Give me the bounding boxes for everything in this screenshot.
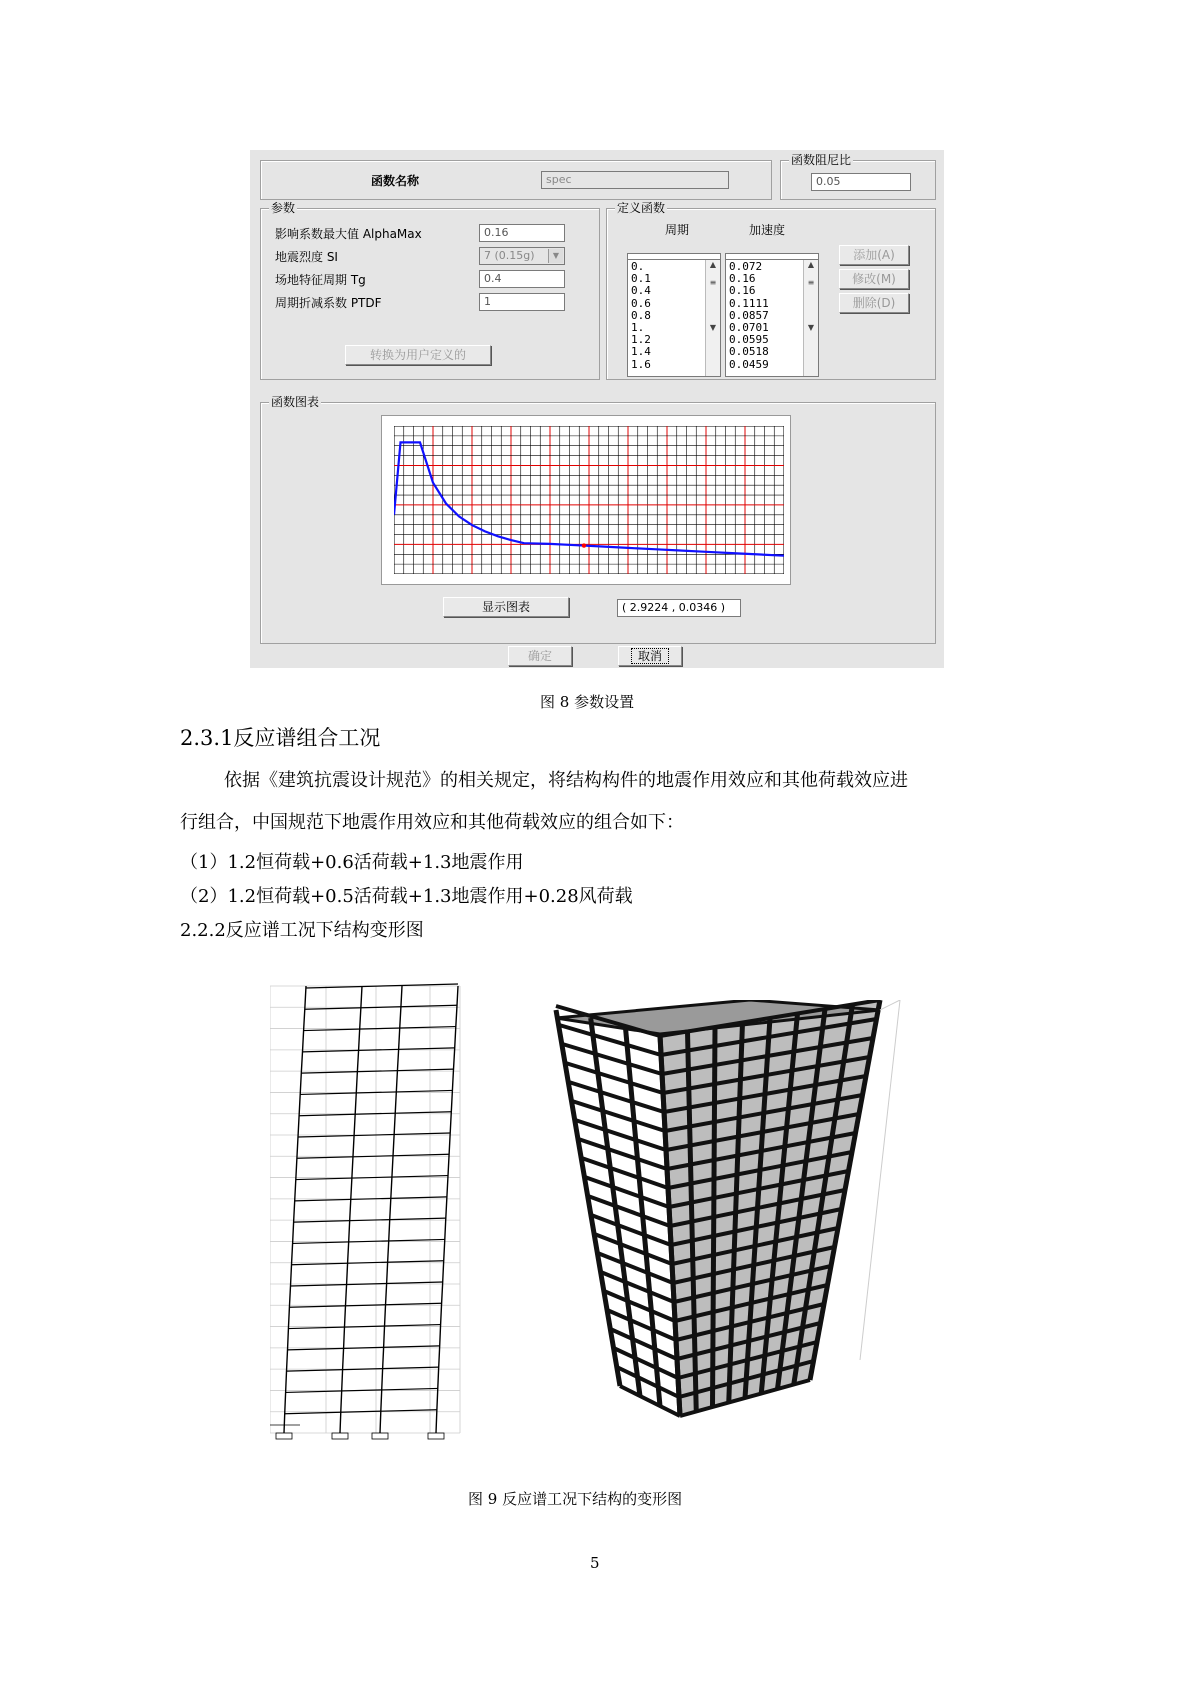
subsection-heading: 2.2.2反应谱工况下结构变形图 [180,920,424,941]
period-item[interactable]: 1.2 [631,333,651,347]
building-beam [617,1367,679,1397]
accel-item[interactable]: 0.0518 [729,345,769,359]
building-beam [562,1044,662,1074]
period-item[interactable]: 0.1 [631,272,651,286]
define-function-group [606,201,936,380]
delete-button[interactable]: 删除(D) [839,293,909,313]
chart-group-title: 函数图表 [271,395,320,409]
function-dialog [250,150,944,668]
accel-item[interactable]: 0.0595 [729,333,769,347]
period-item[interactable]: 1. [631,321,645,335]
support-icon [428,1433,444,1439]
building-beam [598,1253,673,1283]
chart-group [260,395,936,644]
param-label-alphamax: 影响系数最大值 AlphaMax [275,227,422,241]
accel-column-header: 加速度 [749,223,786,237]
accel-item[interactable]: 0.16 [729,284,756,298]
params-group [260,201,600,380]
period-item[interactable]: 1.6 [631,357,651,371]
function-name-field[interactable]: spec [541,171,729,189]
damping-group [780,153,936,200]
chart-cursor-marker [582,543,586,547]
building-beam [614,1348,678,1378]
show-chart-button[interactable]: 显示图表 [443,597,569,617]
building-beam [585,1177,669,1207]
param-label-intensity: 地震烈度 SI [275,250,338,264]
building-beam [569,1082,664,1112]
figure-8-caption: 图 8 参数设置 [540,693,635,711]
ptdf-field[interactable]: 1 [479,293,565,311]
accel-item[interactable]: 0.16 [729,272,756,286]
accel-items [729,261,769,371]
damping-field[interactable]: 0.05 [811,173,911,191]
param-label-ptdf: 周期折减系数 PTDF [275,296,382,310]
building-beam [594,1234,672,1264]
add-button[interactable]: 添加(A) [839,245,909,265]
deformed-column [340,986,362,1433]
building-beam [607,1310,676,1340]
paragraph-line-1: 依据《建筑抗震设计规范》的相关规定，将结构构件的地震作用效应和其他荷载效应进 [224,770,908,791]
page-number: 5 [590,1554,600,1572]
building-beam [572,1101,665,1131]
accel-item[interactable]: 0.0459 [729,357,769,371]
building-beam [620,1386,680,1416]
period-item[interactable]: 0. [631,260,645,273]
cancel-button[interactable] [618,646,682,666]
combination-item-2: （2）1.2恒荷载+0.5活荷载+1.3地震作用+0.28风荷载 [180,886,633,907]
period-item[interactable]: 0.6 [631,296,651,310]
params-group-title: 参数 [271,201,296,215]
support-icon [276,1433,292,1439]
deformed-column [436,986,458,1433]
building-beam [582,1158,668,1188]
deformed-column [284,986,306,1433]
deformed-frame-elevation [270,978,470,1458]
period-scrollbar[interactable]: ▲ ≡ ▼ [705,260,720,376]
define-group-title: 定义函数 [617,201,666,215]
figure-9-caption: 图 9 反应谱工况下结构的变形图 [468,1490,683,1508]
alphamax-field[interactable]: 0.16 [479,224,565,242]
deformed-column [380,986,402,1433]
spectrum-chart[interactable] [394,426,784,574]
accel-list[interactable] [725,259,819,377]
period-item[interactable]: 0.4 [631,284,651,298]
accel-item[interactable]: 0.0857 [729,308,769,322]
period-item[interactable]: 1.4 [631,345,651,359]
support-icon [332,1433,348,1439]
building-beam [604,1291,675,1321]
accel-item[interactable]: 0.1111 [729,296,769,310]
accel-item[interactable]: 0.0701 [729,321,769,335]
tg-field[interactable]: 0.4 [479,270,565,288]
building-beam [591,1215,671,1245]
intensity-select-value: 7 (0.15g) [484,249,535,262]
param-label-tg: 场地特征周期 Tg [275,273,366,287]
coordinate-readout: ( 2.9224 , 0.0346 ) [617,599,741,617]
combination-item-1: （1）1.2恒荷载+0.6活荷载+1.3地震作用 [180,852,524,873]
building-beam [578,1139,667,1169]
chevron-down-icon[interactable]: ▼ [548,249,563,263]
building-beam [566,1063,663,1093]
period-item[interactable]: 0.8 [631,308,651,322]
paragraph-line-2: 行组合，中国规范下地震作用效应和其他荷载效应的组合如下： [180,812,684,833]
modify-button[interactable]: 修改(M) [839,269,909,289]
period-items [631,261,651,371]
function-name-group [260,160,772,200]
deformed-building-3d [550,1000,940,1470]
convert-button[interactable]: 转换为用户定义的 [345,345,491,365]
ok-button[interactable]: 确定 [508,646,572,666]
cancel-button-label: 取消 [631,648,669,664]
period-column-header: 周期 [665,223,690,237]
intensity-select[interactable] [479,247,565,265]
support-icon [372,1433,388,1439]
building-beam [601,1272,674,1302]
accel-item[interactable]: 0.072 [729,260,763,273]
building-beam [588,1196,670,1226]
function-name-label: 函数名称 [371,174,420,188]
chart-frame [381,415,791,585]
building-beam [610,1329,677,1359]
section-heading: 2.3.1反应谱组合工况 [180,726,381,750]
period-list[interactable] [627,259,721,377]
building-beam [575,1120,666,1150]
accel-scrollbar[interactable]: ▲ ≡ ▼ [803,260,818,376]
damping-group-title: 函数阻尼比 [791,153,852,167]
